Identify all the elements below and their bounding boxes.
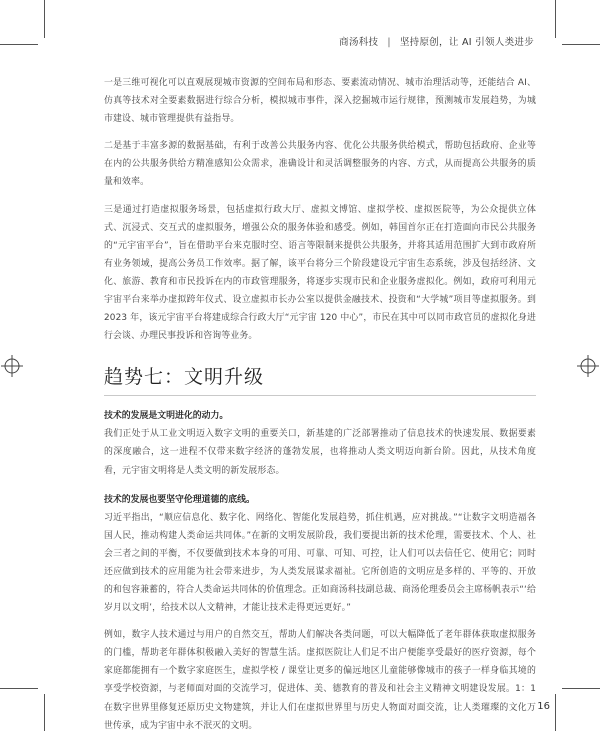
crop-mark-br-v xyxy=(555,694,556,731)
paragraph-examples: 例如，数字人技术通过与用户的自然交互，帮助人们解决各类问题，可以大幅降低了老年群体获取虚拟服务的门槛，帮助老年群体积极融入美好的智慧生活。虚拟医院让人们足不出户便能享受最好的医疗资源，每个家庭都能拥有一个数字家庭医生，虚拟学校 / 课堂让更多的偏远地区儿童能够像城市的孩子一样身临其境的享受学校资源，与老师面对面的交流学习，促进体、美、德教育的普及和社会主义精神文明建设发展。1：1 在数字世界里修复还原历史文物建筑，并让人们在虚拟世界里与历史人物面对面交流，让人类璀璨的文化万世传承，成为宇宙中永不泯灭的文明。 xyxy=(104,630,536,731)
crop-mark-tl-h xyxy=(0,44,38,45)
section-divider xyxy=(104,395,536,396)
subheading-tech-driving-force: 技术的发展是文明进化的动力。 xyxy=(104,411,229,422)
paragraph-digital-civilization: 我们正处于从工业文明迈入数字文明的重要关口，新基建的广泛部署推动了信息技术的快速发展、数据要素的深度融合，这一进程不仅带来数字经济的蓬勃发展，也将推动人类文明迈向新台阶。因此，从技术角度看，元宇宙文明将是人类文明的新发展形态。 xyxy=(104,429,536,476)
subheading-ethics-bottom-line: 技术的发展也要坚守伦理道德的底线。 xyxy=(104,494,255,505)
paragraph-public-service: 二是基于丰富多源的数据基础，有利于改善公共服务内容、优化公共服务供给模式，帮助包括政府、企业等在内的公共服务供给方精准感知公众需求，准确设计和灵活调整服务的内容、方式，从而提高公共服务的质量和效率。 xyxy=(104,141,536,188)
page-number: 16 xyxy=(537,701,550,712)
section-title: 趋势七：文明升级 xyxy=(104,366,265,389)
paragraph-virtual-scenes: 三是通过打造虚拟服务场景，包括虚拟行政大厅、虚拟文博馆、虚拟学校、虚拟医院等，为公众提供立体式、沉浸式、交互式的虚拟服务，增强公众的服务体验和感受。例如，韩国首尔正在打造面向市民公共服务的“元宇宙平台”，旨在借助平台来克服时空、语言等限制来提供公共服务，并将其适用范围扩大到市政府所有业务领域，提高公务员工作效率。据了解，该平台将分三个阶段建设元宇宙生态系统，涉及包括经济、文化、旅游、教育和市民投诉在内的市政管理服务，将逐步实现市民和企业服务虚拟化。例如，政府可利用元宇宙平台来举办虚拟跨年仪式、设立虚拟市长办公室以提供金融技术、投资和“大学城”项目等虚拟服务。到 2023 年，该元宇宙平台将建成综合行政大厅“元宇宙 120 中心”，市民在其中可以同市政官员的虚拟化身进行会谈、办理民事投诉和咨询等业务。 xyxy=(104,204,536,342)
page-header xyxy=(339,34,534,48)
crop-mark-bl-h xyxy=(0,688,38,689)
main-content xyxy=(104,74,536,731)
crop-mark-bl-v xyxy=(44,694,45,731)
registration-mark-left-icon xyxy=(1,355,23,377)
crop-mark-br-h xyxy=(562,688,600,689)
header-brand: 商汤科技 xyxy=(339,37,379,48)
crop-mark-tr-h xyxy=(562,44,600,45)
crop-mark-tl-v xyxy=(44,0,45,38)
crop-mark-tr-v xyxy=(555,0,556,38)
registration-mark-right-icon xyxy=(577,355,599,377)
header-separator: | xyxy=(387,37,391,48)
header-slogan: 坚持原创，让 AI 引领人类进步 xyxy=(399,37,534,48)
paragraph-ethics: 习近平指出，“顺应信息化、数字化、网络化、智能化发展趋势，抓住机遇，应对挑战。”“让数字文明造福各国人民，推动构建人类命运共同体。”在新的文明发展阶段，我们要提出新的技术伦理，需要技术、个人、社会三者之间的平衡，不仅要做到技术本身的可用、可靠、可知、可控，让人们可以去信任它、使用它；同时还应做到技术的应用能为社会带来进步，为人类发展谋求福祉。它所创造的文明应是多样的、平等的、开放的和包容兼蓄的，符合人类命运共同体的价值理念。正如商汤科技副总裁、商汤伦理委员会主席杨帆表示“‘给岁月以文明’，给技术以人文精神，才能让技术走得更远更好。” xyxy=(104,512,536,614)
paragraph-visualization: 一是三维可视化可以直观展现城市资源的空间布局和形态、要素流动情况、城市治理活动等，还能结合 AI、仿真等技术对全要素数据进行综合分析，模拟城市事件，深入挖掘城市运行规律，预测城市发展趋势，为城市建设、城市管理提供有益指导。 xyxy=(104,78,536,125)
